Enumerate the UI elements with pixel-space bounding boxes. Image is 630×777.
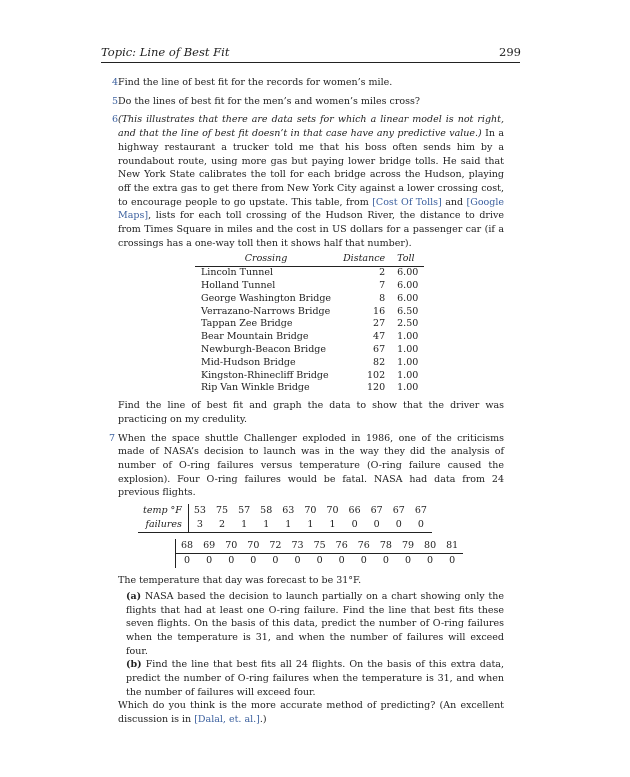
column-header-crossing: Crossing: [244, 253, 288, 265]
table-row: [195, 344, 424, 357]
failures-cell: 0: [250, 554, 257, 566]
exercise-number: 6: [112, 114, 119, 126]
temperature-cell: 76: [331, 539, 353, 554]
temperature-cell: 70: [220, 539, 242, 554]
table-row: [195, 357, 424, 370]
exercise-text: Find the line of best fit for the records for women’s mile.: [118, 77, 393, 88]
table-row: [195, 370, 424, 383]
part-a: [118, 590, 504, 659]
failures-cell: 2: [211, 518, 233, 533]
failures-row: [138, 518, 432, 533]
distance-cell: 27: [373, 318, 386, 330]
part-b-label: (b): [126, 659, 142, 671]
closing-question: [118, 699, 504, 726]
exercise-number: 4: [112, 77, 119, 88]
failures-cell: 0: [382, 554, 389, 566]
temperature-cell: 76: [353, 539, 375, 554]
temperature-cell: 67: [370, 504, 383, 516]
temperature-cell: 66: [348, 504, 361, 516]
cost-of-tolls-link[interactable]: [Cost Of Tolls]: [372, 196, 442, 208]
distance-cell: 16: [373, 305, 386, 317]
distance-cell: 7: [379, 280, 386, 292]
failures-cell: 1: [277, 518, 299, 533]
exercise-number: 5: [112, 95, 119, 107]
failures-cell: 0: [410, 518, 432, 533]
temperature-cell: 75: [309, 539, 331, 554]
failures-cell: 1: [299, 518, 321, 533]
distance-cell: 102: [367, 369, 386, 381]
column-header-toll: Toll: [397, 253, 415, 265]
temperature-row: [138, 504, 432, 518]
exercise-text-joiner: and: [441, 196, 467, 208]
table-header-row: [195, 253, 424, 266]
failures-cell: 0: [449, 554, 456, 566]
page-number: 299: [499, 45, 521, 59]
oring-table-part1: [138, 504, 432, 533]
temperature-cell: 78: [375, 539, 397, 554]
toll-cell: 1.00: [397, 382, 419, 394]
failures-cell: 0: [272, 554, 279, 566]
crossing-name-cell: Newburgh-Beacon Bridge: [201, 344, 327, 356]
failures-cell: 0: [338, 554, 345, 566]
toll-cell: 6.00: [397, 267, 419, 279]
distance-cell: 82: [373, 356, 386, 368]
crossing-name-cell: Holland Tunnel: [201, 280, 276, 292]
crossing-name-cell: Lincoln Tunnel: [201, 267, 274, 279]
toll-cell: 6.00: [397, 280, 419, 292]
exercise-italic-intro: (This illustrates that there are data sets for which a linear model is not right, and that the line of best fit doesn’t in that case have any predictive value.): [118, 114, 504, 140]
forecast-text: [118, 574, 504, 588]
temperature-cell: 70: [326, 504, 339, 516]
crossing-name-cell: George Washington Bridge: [201, 292, 332, 304]
crossing-name-cell: Rip Van Winkle Bridge: [201, 382, 310, 394]
exercise-text: Do the lines of best fit for the men’s and women’s miles cross?: [118, 95, 420, 107]
failures-cell: 0: [388, 518, 410, 533]
table-row: [195, 331, 424, 344]
toll-cell: 2.50: [397, 318, 419, 330]
temperature-label: temp °F: [138, 504, 188, 518]
crossing-name-cell: Kingston-Rhinecliff Bridge: [201, 369, 329, 381]
oring-table-part2: [175, 539, 463, 568]
part-a-text: NASA based the decision to launch partially on a chart showing only the flights that had at least one O-ring failure. Find the line that best fits these seven flights. On the basis of this data, predict the number of O-ring failures when the temperature is 31, and when the number of failures will exceed four.: [126, 590, 504, 657]
toll-cell: 1.00: [397, 344, 419, 356]
failures-row: [176, 554, 464, 569]
failures-cell: 1: [321, 518, 343, 533]
exercise-7: [109, 432, 504, 501]
distance-cell: 47: [373, 331, 386, 343]
temperature-cell: 73: [286, 539, 308, 554]
temperature-cell: 68: [176, 539, 199, 554]
part-a-label: (a): [126, 590, 142, 602]
exercise-text: In a highway restaurant a trucker told me that his boss often sends him by a roundabout route, using more gas but paying lower bridge tolls. He said that New York State calibrates the toll for each bridge across the Hudson, playing off the extra gas to get there from New York City against a lower crossing cost, to encourage people to go upstate. This table, from: [118, 128, 505, 208]
crossing-name-cell: Verrazano-Narrows Bridge: [201, 305, 331, 317]
table-row: [195, 293, 424, 306]
temperature-cell: 81: [441, 539, 463, 554]
toll-cell: 1.00: [397, 369, 419, 381]
google-maps-link[interactable]: [Google Maps]: [118, 196, 505, 222]
exercise-list: [109, 76, 505, 732]
dalal-link[interactable]: [Dalal, et. al.]: [194, 714, 260, 726]
temperature-cell: 69: [198, 539, 220, 554]
temperature-cell: 70: [242, 539, 264, 554]
failures-cell: 0: [228, 554, 235, 566]
table-row: [195, 267, 424, 280]
failures-cell: 3: [188, 518, 211, 533]
failures-cell: 0: [316, 554, 323, 566]
hudson-crossings-table: [195, 253, 424, 395]
exercise-6: [112, 113, 505, 250]
exercise-5: [112, 95, 504, 109]
failures-cell: 0: [366, 518, 388, 533]
temperature-cell: 58: [260, 504, 273, 516]
failures-cell: 1: [255, 518, 277, 533]
toll-cell: 1.00: [397, 331, 419, 343]
failures-cell: 0: [427, 554, 434, 566]
exercise-text: , lists for each toll crossing of the Hudson River, the distance to drive from Times Square in miles and the cost in US dollars for a passenger car (if a crossings has a one-way toll then it shows half that number).: [118, 210, 504, 249]
failures-label: failures: [138, 518, 188, 533]
crossing-name-cell: Mid-Hudson Bridge: [201, 356, 296, 368]
temperature-cell: 79: [397, 539, 419, 554]
exercise-text: When the space shuttle Challenger exploded in 1986, one of the criticisms made of NASA’s decision to launch was in the way they did the analysis of number of O-ring failures versus temperature (O-ring failure caused the explosion). Four O-ring failures would be fatal. NASA had data from 24 previous flights.: [118, 432, 504, 499]
toll-cell: 6.00: [397, 292, 419, 304]
closing-text: Which do you think is the more accurate method of predicting? (An excellent discussion is in: [118, 700, 504, 726]
failures-cell: 1: [233, 518, 255, 533]
failures-cell: 0: [176, 554, 199, 569]
toll-cell: 6.50: [397, 305, 419, 317]
temperature-cell: 57: [238, 504, 251, 516]
table-row: [195, 318, 424, 331]
distance-cell: 2: [379, 267, 386, 279]
part-b-text: Find the line that best fits all 24 flights. On the basis of this extra data, predict the number of O-ring failures when the temperature is 31, and when the number of failures will exceed four.: [126, 659, 504, 698]
temperature-cell: 53: [193, 504, 206, 516]
temperature-cell: 80: [419, 539, 441, 554]
table-row: [195, 382, 424, 395]
exercise-text: Find the line of best fit and graph the data to show that the driver was practicing on my credulity.: [118, 400, 504, 425]
failures-cell: 0: [404, 554, 411, 566]
failures-cell: 0: [294, 554, 301, 566]
column-header-distance: Distance: [343, 253, 386, 265]
temperature-cell: 67: [414, 504, 427, 516]
header-rule: [101, 62, 520, 63]
temperature-cell: 63: [282, 504, 295, 516]
running-header: [101, 45, 521, 63]
exercise-6-followup: [118, 399, 504, 426]
failures-cell: 0: [344, 518, 366, 533]
distance-cell: 120: [367, 382, 386, 394]
exercise-number: 7: [109, 432, 116, 444]
toll-cell: 1.00: [397, 356, 419, 368]
temperature-cell: 67: [392, 504, 405, 516]
part-b: [118, 658, 504, 699]
closing-text-end: .): [259, 714, 267, 726]
temperature-cell: 70: [304, 504, 317, 516]
temperature-cell: 75: [215, 504, 229, 516]
crossing-name-cell: Tappan Zee Bridge: [201, 318, 293, 330]
failures-cell: 0: [360, 554, 367, 566]
forecast-sentence: The temperature that day was forecast to be 31°F.: [118, 575, 362, 587]
header-topic: Topic: Line of Best Fit: [101, 45, 230, 59]
temperature-row: [176, 539, 464, 554]
table-row: [195, 306, 424, 319]
temperature-cell: 72: [264, 539, 286, 554]
exercise-4: [112, 76, 504, 90]
table-body: [195, 267, 424, 395]
distance-cell: 8: [379, 292, 386, 304]
failures-cell: 0: [206, 554, 213, 566]
table-row: [195, 280, 424, 293]
distance-cell: 67: [373, 344, 386, 356]
crossing-name-cell: Bear Mountain Bridge: [201, 331, 309, 343]
